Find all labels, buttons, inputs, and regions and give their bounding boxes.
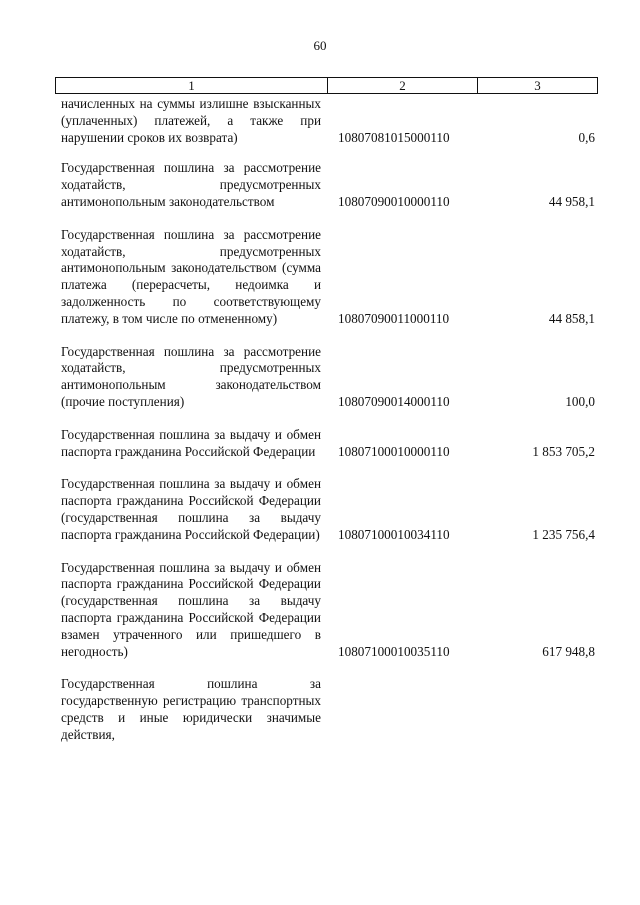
row-description: Государственная пошлина за рассмотрение ходатайств, предусмотренных антимонопольным законодательством (сумма платежа (перерасчеты, недоимка и задолженность по соответствующему платежу, в том числе по отмененному) [61,226,321,326]
table-row [0,560,640,661]
table-row [0,227,640,328]
row-code: 10807081015000110 [338,129,450,145]
row-description: начисленных на суммы излишне взысканных (уплаченных) платежей, а также при нарушении сроков их возврата) [61,96,321,145]
row-amount: 100,0 [565,393,595,409]
row-description: Государственная пошлина за государственную регистрацию транспортных средств и иные юридически значимые действия, [61,676,321,742]
table-row [0,427,640,461]
header-col-3: 3 [534,78,541,93]
row-amount: 44 858,1 [548,310,595,326]
table-row [0,676,640,743]
table-body [0,96,640,760]
row-code: 10807090014000110 [338,393,450,409]
table-row [0,476,640,543]
row-description: Государственная пошлина за выдачу и обмен паспорта гражданина Российской Федерации [61,426,321,459]
row-amount: 0,6 [578,129,595,145]
row-amount: 44 958,1 [548,193,595,209]
row-code: 10807090011000110 [338,310,450,326]
row-amount: 1 235 756,4 [532,526,595,542]
row-code: 10807100010000110 [338,443,450,459]
row-code: 10807100010034110 [338,526,450,542]
row-description: Государственная пошлина за выдачу и обмен паспорта гражданина Российской Федерации (государственная пошлина за выдачу паспорта гражданина Российской Федерации) [61,476,321,542]
table-row [0,160,640,210]
row-description: Государственная пошлина за рассмотрение ходатайств, предусмотренных антимонопольным законодательством [61,160,321,209]
row-description: Государственная пошлина за рассмотрение ходатайств, предусмотренных антимонопольным законодательством (прочие поступления) [61,343,321,409]
row-description: Государственная пошлина за выдачу и обмен паспорта гражданина Российской Федерации (государственная пошлина за выдачу паспорта гражданина Российской Федерации взамен утраченного или пришедшего в негодность) [61,559,321,659]
table-row [0,344,640,411]
row-amount: 1 853 705,2 [532,443,595,459]
page-number: 60 [313,38,327,53]
table-header [55,77,598,94]
row-code: 10807100010035110 [338,643,450,659]
row-code: 10807090010000110 [338,193,450,209]
row-amount: 617 948,8 [542,643,595,659]
header-col-1: 1 [56,78,328,93]
table-row [0,96,640,146]
header-col-2: 2 [328,78,478,93]
